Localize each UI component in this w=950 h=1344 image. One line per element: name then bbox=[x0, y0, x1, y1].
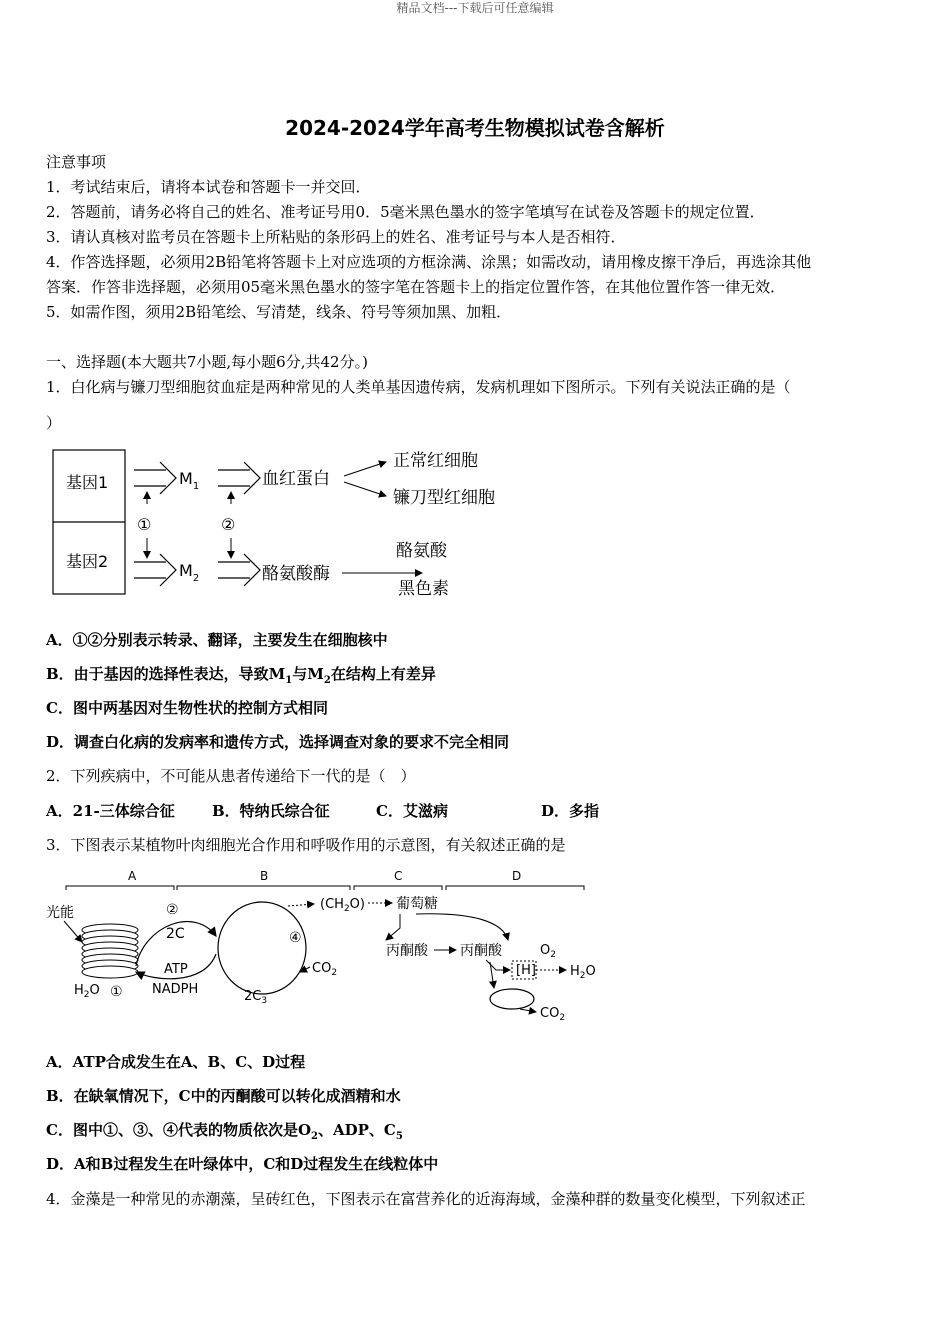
q1-stem: 1．白化病与镰刀型细胞贫血症是两种常见的人类单基因遗传病，发病机理如下图所示。下列有关说法正确的是（ bbox=[46, 378, 791, 396]
tyrosine-label: 酪氨酸 bbox=[396, 541, 447, 561]
water-out-label: $H_2O$ bbox=[570, 964, 596, 981]
q2-option-c: C．艾滋病 bbox=[376, 802, 448, 820]
krebs-cycle bbox=[490, 989, 534, 1009]
thylakoid-stack bbox=[82, 924, 138, 978]
melanin-label: 黑色素 bbox=[398, 579, 449, 599]
label-d: D bbox=[512, 869, 522, 883]
nadph-label: NADPH bbox=[152, 982, 199, 997]
o2-label: $O_2$ bbox=[540, 943, 556, 960]
calvin-cycle bbox=[218, 902, 306, 994]
q3-photosynthesis-respiration-diagram bbox=[44, 866, 614, 1026]
q2-option-b: B．特纳氏综合征 bbox=[212, 802, 330, 820]
step2-label: ② bbox=[221, 515, 236, 534]
label-b: B bbox=[260, 869, 269, 883]
q1-option-a: A．①②分别表示转录、翻译，主要发生在细胞核中 bbox=[46, 631, 388, 649]
m1-label: $M_1$ bbox=[179, 469, 200, 492]
m2-label: $M_2$ bbox=[179, 561, 200, 584]
h2o-label: $H_2O$ bbox=[74, 983, 100, 1000]
label-c: C bbox=[394, 869, 403, 883]
co2-label: $CO_2$ bbox=[312, 961, 338, 978]
q1-option-c: C．图中两基因对生物性状的控制方式相同 bbox=[46, 699, 328, 717]
q1-option-d: D．调查白化病的发病率和遗传方式，选择调查对象的要求不完全相同 bbox=[46, 733, 510, 751]
q3-option-b: B．在缺氧情况下，C中的丙酮酸可以转化成酒精和水 bbox=[46, 1087, 401, 1105]
circle1-label: ① bbox=[110, 984, 123, 1000]
q2-stem: 2．下列疾病中，不可能从患者传递给下一代的是（ ） bbox=[46, 767, 416, 785]
nadh-label: [H] bbox=[516, 963, 536, 978]
light-energy-label: 光能 bbox=[46, 905, 74, 921]
page-title: 2024-2024学年高考生物模拟试卷含解析 bbox=[285, 116, 665, 140]
notice-item: 2．答题前，请务必将自己的姓名、准考证号用0．5毫米黑色墨水的签字笔填写在试卷及答题卡的规定位置． bbox=[46, 203, 765, 221]
page-header: 精品文档---下载后可任意编辑 bbox=[396, 1, 554, 15]
notice-item: 答案．作答非选择题，必须用05毫米黑色墨水的签字笔在答题卡上的指定位置作答，在其他位置作答一律无效． bbox=[46, 278, 786, 296]
circle2-label: ② bbox=[166, 902, 179, 918]
q2-option-d: D．多指 bbox=[541, 802, 600, 820]
section-heading: 一、选择题(本大题共7小题,每小题6分,共42分。) bbox=[46, 353, 368, 371]
notice-item: 5．如需作图，须用2B铅笔绘、写清楚，线条、符号等须加黑、加粗． bbox=[46, 303, 512, 321]
ch2o-label: $(CH_2O)$ bbox=[320, 897, 365, 914]
glucose-label: 葡萄糖 bbox=[396, 896, 438, 912]
tyrosinase-label: 酪氨酸酶 bbox=[262, 564, 330, 584]
circle4-label: ④ bbox=[289, 930, 302, 946]
co2-out-label: $CO_2$ bbox=[540, 1006, 566, 1023]
normal-rbc-label: 正常红细胞 bbox=[393, 451, 478, 471]
q3-option-a: A．ATP合成发生在A、B、C、D过程 bbox=[46, 1053, 306, 1071]
atp-label: ATP bbox=[164, 962, 188, 977]
q1-stem-end: ） bbox=[46, 414, 62, 432]
gene1-label: 基因1 bbox=[66, 473, 109, 492]
hemoglobin-label: 血红蛋白 bbox=[262, 469, 330, 489]
circle3-label: 2C bbox=[166, 926, 185, 942]
q1-gene-diagram bbox=[48, 442, 528, 602]
notice-item: 1．考试结束后，请将本试卷和答题卡一并交回． bbox=[46, 178, 371, 196]
pyruvate-label-d: 丙酮酸 bbox=[460, 943, 502, 959]
sickle-rbc-label: 镰刀型红细胞 bbox=[393, 488, 495, 508]
label-a: A bbox=[128, 869, 137, 883]
q3-option-c: C．图中①、③、④代表的物质依次是$O_2$、ADP、$C_5$ bbox=[46, 1121, 403, 1142]
notice-item: 4．作答选择题，必须用2B铅笔将答题卡上对应选项的方框涂满、涂黑；如需改动，请用橡皮擦干净后，再选涂其他 bbox=[46, 253, 812, 271]
step1-label: ① bbox=[137, 515, 152, 534]
q2-option-a: A．21-三体综合征 bbox=[46, 802, 175, 820]
q3-option-d: D．A和B过程发生在叶绿体中，C和D过程发生在线粒体中 bbox=[46, 1155, 439, 1173]
q1-option-b: B．由于基因的选择性表达，导致$M_1$与$M_2$在结构上有差异 bbox=[46, 665, 436, 686]
notice-heading: 注意事项 bbox=[46, 153, 107, 171]
pyruvate-label-c: 丙酮酸 bbox=[386, 943, 428, 959]
c3-label: $2C_3$ bbox=[244, 989, 268, 1006]
notice-item: 3．请认真核对监考员在答题卡上所粘贴的条形码上的姓名、准考证号与本人是否相符． bbox=[46, 228, 626, 246]
gene2-label: 基因2 bbox=[66, 552, 109, 571]
q4-stem: 4．金藻是一种常见的赤潮藻，呈砖红色，下图表示在富营养化的近海海域，金藻种群的数量变化模型，下列叙述正 bbox=[46, 1190, 806, 1208]
q3-stem: 3．下图表示某植物叶肉细胞光合作用和呼吸作用的示意图，有关叙述正确的是 bbox=[46, 836, 566, 854]
